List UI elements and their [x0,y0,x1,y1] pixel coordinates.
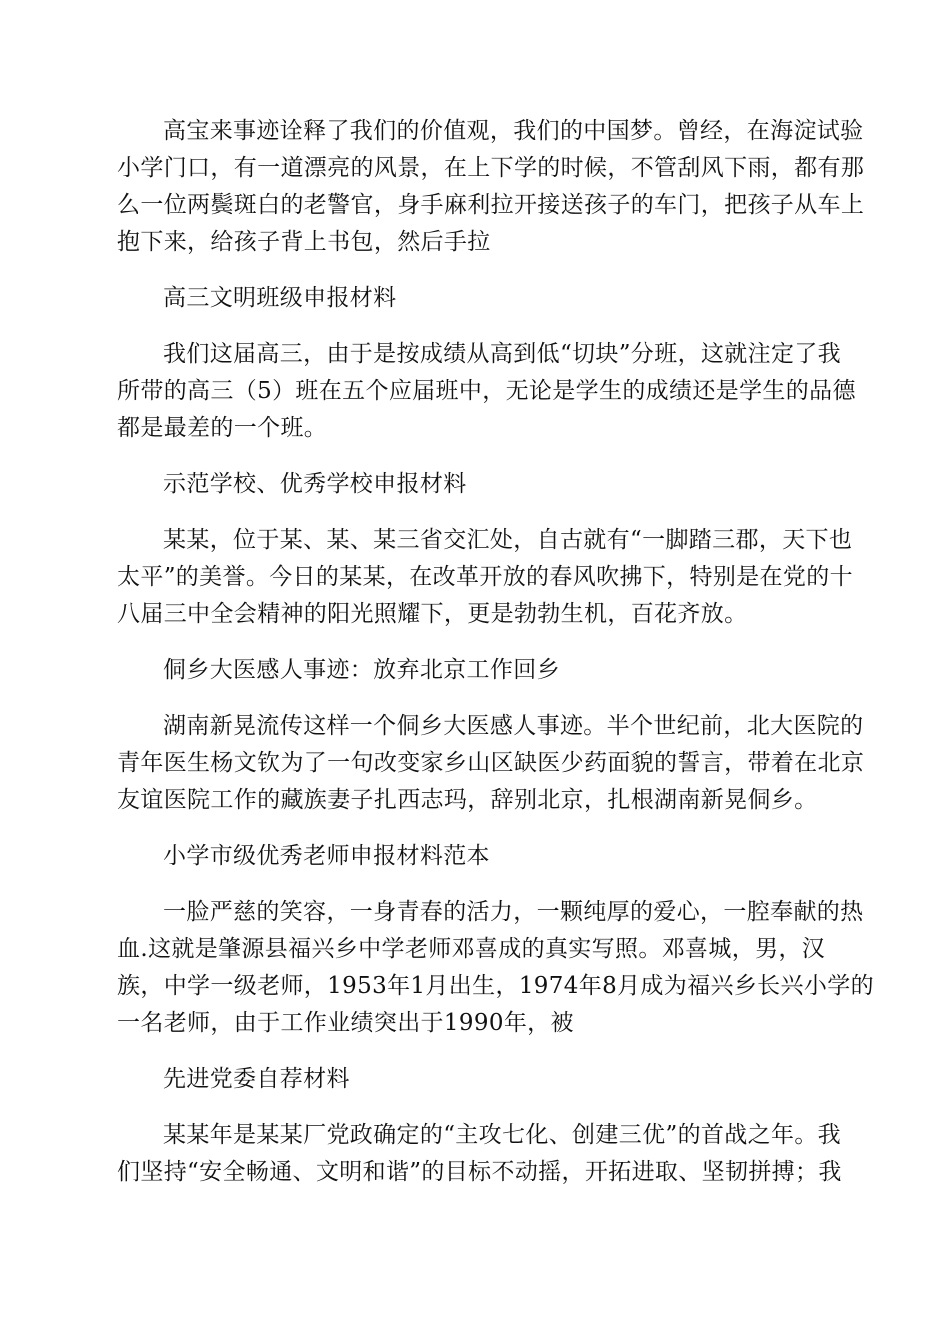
section-heading: 高三文明班级申报材料 [163,285,397,311]
paragraph-line: 湖南新晃流传这样一个侗乡大医感人事迹。半个世纪前，北大医院的 [163,713,864,739]
paragraph-line: 高宝来事迹诠释了我们的价值观，我们的中国梦。曾经，在海淀试验 [163,118,864,144]
paragraph-line: 一名老师，由于工作业绩突出于1990年，被 [117,1010,574,1036]
paragraph-line: 友谊医院工作的藏族妻子扎西志玛，辞别北京，扎根湖南新晃侗乡。 [117,787,818,813]
paragraph-line: 某某，位于某、某、某三省交汇处，自古就有“一脚踏三郡，天下也 [163,527,853,553]
section-heading: 先进党委自荐材料 [163,1066,350,1092]
paragraph-line: 某某年是某某厂党政确定的“主攻七化、创建三优”的首战之年。我 [163,1122,842,1148]
paragraph-line: 么一位两鬓斑白的老警官，身手麻利拉开接送孩子的车门，把孩子从车上 [117,192,865,218]
paragraph-line: 血.这就是肇源县福兴乡中学老师邓喜成的真实写照。邓喜城，男，汉 [117,936,826,962]
section-heading: 示范学校、优秀学校申报材料 [163,471,467,497]
paragraph-line: 我们这届高三，由于是按成绩从高到低“切块”分班，这就注定了我 [163,341,842,367]
paragraph-line: 八届三中全会精神的阳光照耀下，更是勃勃生机，百花齐放。 [117,601,748,627]
paragraph-line: 太平”的美誉。今日的某某，在改革开放的春风吹拂下，特别是在党的十 [117,564,853,590]
paragraph-line: 青年医生杨文钦为了一句改变家乡山区缺医少药面貌的誓言，带着在北京 [117,750,865,776]
paragraph-line: 都是最差的一个班。 [117,415,328,441]
paragraph-line: 一脸严慈的笑容，一身青春的活力，一颗纯厚的爱心，一腔奉献的热 [163,899,864,925]
paragraph-line: 小学门口，有一道漂亮的风景，在上下学的时候，不管刮风下雨，都有那 [117,155,865,181]
paragraph-line: 们坚持“安全畅通、文明和谐”的目标不动摇，开拓进取、坚韧拼搏；我 [117,1159,842,1185]
section-heading: 侗乡大医感人事迹：放弃北京工作回乡 [163,657,560,683]
paragraph-line: 族，中学一级老师，1953年1月出生，1974年8月成为福兴乡长兴小学的 [117,973,874,999]
paragraph-line: 所带的高三（5）班在五个应届班中，无论是学生的成绩还是学生的品德 [117,378,856,404]
paragraph-line: 抱下来，给孩子背上书包，然后手拉 [117,229,491,255]
section-heading: 小学市级优秀老师申报材料范本 [163,843,490,869]
